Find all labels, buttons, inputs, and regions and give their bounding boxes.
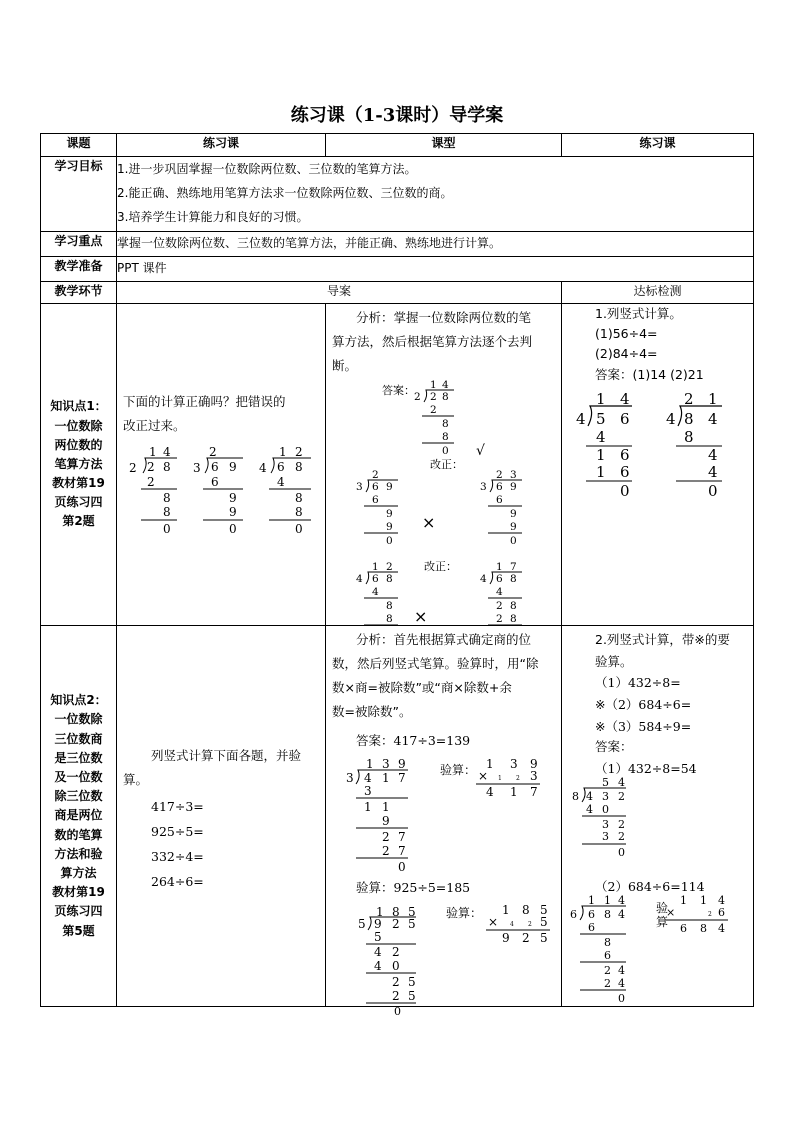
k2-check-char: 验	[656, 901, 669, 915]
svg-text:8: 8	[295, 505, 303, 519]
svg-text:6: 6	[496, 481, 503, 493]
svg-text:1: 1	[502, 903, 510, 917]
svg-text:8: 8	[295, 460, 303, 474]
svg-text:6: 6	[277, 460, 285, 474]
k1-cross-mark: ×	[422, 513, 436, 532]
svg-text:9: 9	[386, 481, 393, 493]
k1-test-item: (2)84÷4=	[595, 346, 658, 361]
k1-test-divisions	[576, 386, 752, 500]
svg-text:2: 2	[496, 613, 503, 625]
svg-text:4: 4	[586, 803, 593, 816]
topic-value: 练习课	[117, 134, 326, 157]
k2-title-line: 页练习四	[54, 904, 103, 919]
svg-text:1: 1	[510, 785, 518, 799]
svg-text:2: 2	[382, 844, 390, 858]
svg-text:4: 4	[259, 461, 267, 475]
k1-analysis-cell	[326, 304, 562, 626]
svg-text:2: 2	[295, 445, 303, 459]
svg-text:3: 3	[364, 784, 372, 798]
svg-text:8: 8	[684, 410, 694, 428]
k2-analysis-cont	[332, 652, 538, 724]
svg-text:0: 0	[602, 803, 609, 816]
svg-text:2: 2	[604, 964, 611, 977]
k2-test-answer-label: 答案：	[595, 739, 633, 754]
k2-question-cont: 算。	[123, 772, 149, 787]
k1-test-items	[595, 324, 658, 364]
svg-text:2: 2	[684, 390, 694, 408]
svg-text:0: 0	[618, 992, 625, 1005]
svg-text:5: 5	[540, 931, 548, 945]
svg-text:1: 1	[486, 757, 494, 771]
svg-text:9: 9	[398, 757, 406, 771]
svg-text:8: 8	[386, 573, 393, 585]
k1-question-cell	[117, 304, 326, 626]
svg-text:8: 8	[442, 391, 449, 403]
svg-text:4: 4	[708, 463, 718, 481]
svg-text:2: 2	[147, 475, 155, 489]
svg-text:2: 2	[392, 917, 400, 931]
k2-test-divisions	[562, 776, 752, 1006]
svg-text:1: 1	[382, 800, 390, 814]
k2-question: 列竖式计算下面各题，并验	[151, 748, 302, 763]
svg-text:4: 4	[163, 445, 171, 459]
svg-text:6: 6	[570, 908, 577, 921]
k2-test-items	[595, 672, 691, 738]
k2-check-label: 验算：	[440, 763, 477, 777]
svg-text:6: 6	[372, 481, 379, 493]
svg-text:1: 1	[708, 390, 718, 408]
svg-text:1: 1	[430, 379, 437, 391]
svg-text:3: 3	[346, 771, 354, 785]
k2-check-char: 算	[656, 915, 669, 929]
prep-value: PPT 课件	[117, 257, 754, 282]
svg-text:4: 4	[510, 921, 514, 928]
svg-text:9: 9	[374, 917, 382, 931]
svg-text:×: ×	[488, 915, 499, 929]
svg-text:6: 6	[680, 922, 687, 935]
svg-text:4: 4	[708, 410, 718, 428]
svg-text:2: 2	[618, 830, 625, 843]
svg-text:1: 1	[366, 757, 374, 771]
k2-title-line: 一位数除	[54, 712, 103, 727]
svg-text:4: 4	[596, 428, 606, 446]
svg-text:×: ×	[478, 769, 489, 783]
svg-text:4: 4	[708, 446, 718, 464]
svg-text:1: 1	[596, 390, 606, 408]
svg-text:1: 1	[376, 905, 384, 919]
k2-analysis-line: 数=被除数”。	[332, 704, 412, 719]
svg-text:2: 2	[382, 830, 390, 844]
k2-check-label-2: 验算：	[446, 906, 483, 920]
svg-text:9: 9	[386, 521, 393, 533]
k1-question	[123, 390, 286, 438]
svg-text:2: 2	[386, 561, 393, 573]
k2-title-line: 是三位数	[54, 750, 103, 765]
svg-text:4: 4	[576, 410, 586, 428]
k1-analysis-cont	[332, 330, 532, 378]
k1-title-line: 笔算方法	[54, 456, 103, 471]
k2-analysis: 分析：首先根据算式确定商的位	[356, 632, 532, 647]
svg-text:8: 8	[392, 905, 400, 919]
svg-text:0: 0	[386, 535, 393, 547]
svg-text:8: 8	[295, 491, 303, 505]
svg-text:2: 2	[496, 469, 503, 481]
k1-test-answer: 答案：(1)14 (2)21	[595, 367, 704, 382]
k2-title-line: 知识点2：	[50, 693, 107, 708]
svg-text:8: 8	[163, 505, 171, 519]
goal-item: 3.培养学生计算能力和良好的习惯。	[117, 210, 309, 224]
svg-text:6: 6	[620, 463, 630, 481]
svg-text:8: 8	[510, 613, 517, 625]
k1-question-line: 下面的计算正确吗？把错误的	[123, 394, 286, 409]
svg-text:6: 6	[604, 949, 611, 962]
svg-text:1: 1	[372, 561, 379, 573]
svg-text:1: 1	[604, 894, 611, 907]
k2-item: 332÷4=	[151, 849, 204, 864]
svg-text:8: 8	[604, 936, 611, 949]
k2-test-answer-2: （2）684÷6=114	[595, 879, 705, 894]
k2-title-line: 教材第19	[52, 885, 105, 900]
svg-text:5: 5	[374, 930, 382, 944]
goal-item: 2.能正确、熟练地用笔算方法求一位数除两位数、三位数的商。	[117, 186, 453, 200]
k2-analysis-cell	[326, 626, 562, 1018]
svg-text:7: 7	[530, 785, 538, 799]
svg-text:5: 5	[358, 917, 366, 931]
focus-value: 掌握一位数除两位数、三位数的笔算方法，并能正确、熟练地进行计算。	[117, 232, 754, 257]
svg-text:2: 2	[392, 975, 400, 989]
svg-text:4: 4	[618, 977, 625, 990]
svg-text:8: 8	[510, 600, 517, 612]
type-label: 课型	[326, 134, 562, 157]
svg-text:6: 6	[496, 573, 503, 585]
svg-text:1: 1	[149, 445, 157, 459]
svg-text:5: 5	[602, 776, 609, 789]
svg-text:2: 2	[522, 931, 530, 945]
svg-text:9: 9	[229, 460, 237, 474]
svg-text:6: 6	[718, 906, 725, 919]
k1-analysis-line: 分析：掌握一位数除两位数的笔	[356, 310, 532, 325]
svg-text:4: 4	[356, 573, 363, 585]
svg-text:6: 6	[372, 494, 379, 506]
svg-text:6: 6	[588, 921, 595, 934]
svg-text:4: 4	[486, 785, 494, 799]
k1-test-title: 1.列竖式计算。	[595, 306, 682, 321]
k2-test-item: （1）432÷8=	[595, 675, 681, 690]
svg-text:2: 2	[129, 461, 137, 475]
svg-text:0: 0	[163, 522, 171, 536]
svg-text:4: 4	[277, 475, 285, 489]
svg-text:8: 8	[386, 613, 393, 625]
k2-title	[41, 626, 117, 1007]
svg-text:9: 9	[386, 508, 393, 520]
svg-text:4: 4	[374, 959, 382, 973]
svg-text:3: 3	[510, 757, 518, 771]
k2-analysis-divisions	[326, 756, 562, 1018]
svg-text:4: 4	[496, 586, 503, 598]
col-guide: 导案	[117, 282, 562, 304]
k2-title-line: 方法和验	[54, 846, 103, 861]
svg-text:1: 1	[700, 894, 707, 907]
svg-text:5: 5	[408, 917, 416, 931]
svg-text:2: 2	[147, 460, 155, 474]
k2-answer-2: 验算：925÷5=185	[356, 880, 471, 895]
svg-text:0: 0	[510, 535, 517, 547]
svg-text:5: 5	[596, 410, 606, 428]
svg-text:8: 8	[604, 908, 611, 921]
k1-analysis-divisions	[326, 378, 562, 626]
svg-text:9: 9	[530, 757, 538, 771]
k2-test-cell	[562, 626, 754, 1007]
svg-text:1: 1	[588, 894, 595, 907]
k2-test-item: ※（3）584÷9=	[595, 719, 692, 734]
svg-text:3: 3	[530, 769, 538, 783]
svg-text:1: 1	[364, 800, 372, 814]
k2-analysis-line: 数，然后列竖式笔算。验算时，用“除	[332, 656, 539, 671]
k1-title-line: 两位数的	[54, 437, 103, 452]
svg-text:3: 3	[602, 818, 609, 831]
k1-question-divisions	[125, 444, 325, 536]
svg-text:×: ×	[666, 906, 676, 919]
svg-text:6: 6	[588, 908, 595, 921]
k1-answer-label: 答案：	[382, 384, 415, 397]
svg-text:7: 7	[398, 771, 406, 785]
svg-text:2: 2	[618, 790, 625, 803]
lesson-table	[40, 133, 754, 1018]
svg-text:3: 3	[510, 469, 517, 481]
col-stage: 教学环节	[41, 282, 117, 304]
k1-test-cell	[562, 304, 754, 626]
svg-text:3: 3	[480, 481, 487, 493]
svg-text:1: 1	[498, 775, 502, 782]
k2-item: 417÷3=	[151, 799, 204, 814]
page-title: 练习课（1-3课时）导学案	[290, 105, 504, 126]
k2-title-line: 三位数商	[54, 731, 103, 746]
k2-remainder-zero: 0	[394, 1005, 401, 1018]
svg-text:3: 3	[602, 790, 609, 803]
svg-text:2: 2	[604, 977, 611, 990]
svg-text:2: 2	[528, 921, 532, 928]
svg-text:2: 2	[516, 775, 520, 782]
svg-text:8: 8	[163, 491, 171, 505]
k1-cross-mark-2: ×	[414, 607, 428, 626]
prep-label: 教学准备	[41, 257, 117, 282]
svg-text:1: 1	[279, 445, 287, 459]
svg-text:7: 7	[510, 561, 517, 573]
svg-text:5: 5	[408, 989, 416, 1003]
svg-text:9: 9	[510, 508, 517, 520]
svg-text:2: 2	[430, 391, 437, 403]
svg-text:8: 8	[442, 431, 449, 443]
k2-title-line: 数的笔算	[54, 827, 103, 842]
svg-text:8: 8	[510, 573, 517, 585]
svg-text:4: 4	[666, 410, 676, 428]
k2-analysis-line: 数×商=被除数”或“商×除数+余	[332, 680, 512, 695]
k2-test-answer-1: （1）432÷8=54	[595, 761, 697, 776]
svg-text:6: 6	[372, 573, 379, 585]
col-test: 达标检测	[562, 282, 754, 304]
k2-answer-1: 答案：417÷3=139	[356, 733, 471, 748]
svg-text:2: 2	[618, 818, 625, 831]
k1-test-item: (1)56÷4=	[595, 326, 658, 341]
svg-text:4: 4	[442, 379, 449, 391]
k2-title-line: 算方法	[60, 865, 97, 880]
k1-check-mark: √	[476, 443, 485, 459]
goal-item: 1.进一步巩固掌握一位数除两位数、三位数的笔算方法。	[117, 162, 417, 176]
svg-text:9: 9	[229, 491, 237, 505]
svg-text:6: 6	[620, 446, 630, 464]
svg-text:3: 3	[602, 830, 609, 843]
k2-item: 264÷6=	[151, 874, 204, 889]
k1-correct-label-2: 改正：	[424, 560, 457, 573]
k1-title-line: 教材第19	[52, 476, 105, 491]
svg-text:7: 7	[398, 830, 406, 844]
svg-text:9: 9	[382, 814, 390, 828]
svg-text:0: 0	[708, 482, 718, 500]
svg-text:7: 7	[398, 844, 406, 858]
svg-text:9: 9	[510, 521, 517, 533]
k1-analysis-line: 算方法，然后根据笔算方法逐个去判	[332, 334, 533, 349]
k1-title-line: 第2题	[62, 514, 95, 529]
svg-text:0: 0	[392, 959, 400, 973]
svg-text:4: 4	[372, 586, 379, 598]
svg-text:1: 1	[382, 771, 390, 785]
k2-test-item: ※（2）684÷6=	[595, 697, 692, 712]
svg-text:0: 0	[295, 522, 303, 536]
k2-title-line: 商是两位	[54, 808, 103, 823]
svg-text:4: 4	[618, 776, 625, 789]
svg-text:2: 2	[392, 945, 400, 959]
k1-title	[41, 304, 117, 626]
k2-items	[151, 794, 204, 894]
svg-text:5: 5	[540, 915, 548, 929]
k2-item: 925÷5=	[151, 824, 204, 839]
svg-text:2: 2	[708, 911, 712, 918]
svg-text:1: 1	[496, 561, 503, 573]
svg-text:1: 1	[596, 446, 606, 464]
svg-text:2: 2	[372, 469, 379, 481]
svg-text:2: 2	[209, 445, 217, 459]
goals-list	[117, 157, 754, 232]
svg-text:4: 4	[718, 922, 725, 935]
svg-text:8: 8	[442, 418, 449, 430]
svg-text:9: 9	[502, 931, 510, 945]
svg-text:4: 4	[586, 790, 593, 803]
svg-text:9: 9	[229, 505, 237, 519]
svg-text:8: 8	[386, 600, 393, 612]
svg-text:3: 3	[356, 481, 363, 493]
svg-text:8: 8	[572, 790, 579, 803]
svg-text:8: 8	[684, 428, 694, 446]
k2-question-cell	[117, 626, 326, 1007]
svg-text:4: 4	[364, 771, 372, 785]
type-value: 练习课	[562, 134, 754, 157]
svg-text:4: 4	[718, 894, 725, 907]
svg-text:1: 1	[680, 894, 687, 907]
svg-text:8: 8	[700, 922, 707, 935]
k1-analysis	[356, 306, 531, 330]
svg-text:6: 6	[496, 494, 503, 506]
svg-text:6: 6	[211, 460, 219, 474]
k1-analysis-line: 断。	[332, 358, 358, 373]
goals-label: 学习目标	[41, 157, 117, 232]
k1-correct-label: 改正：	[430, 458, 463, 471]
topic-label: 课题	[41, 134, 117, 157]
focus-label: 学习重点	[41, 232, 117, 257]
k2-title-line: 除三位数	[54, 789, 103, 804]
svg-text:2: 2	[496, 600, 503, 612]
svg-text:0: 0	[442, 445, 449, 457]
svg-text:5: 5	[408, 905, 416, 919]
svg-text:0: 0	[620, 482, 630, 500]
svg-text:0: 0	[398, 860, 406, 874]
svg-text:4: 4	[620, 390, 630, 408]
k2-title-line: 第5题	[62, 923, 95, 938]
svg-text:4: 4	[480, 573, 487, 585]
svg-text:2: 2	[392, 989, 400, 1003]
svg-text:3: 3	[193, 461, 201, 475]
svg-text:5: 5	[540, 903, 548, 917]
svg-text:8: 8	[163, 460, 171, 474]
svg-text:2: 2	[430, 404, 437, 416]
k2-test-title-cont: 验算。	[595, 654, 633, 669]
svg-text:4: 4	[618, 908, 625, 921]
k1-title-line: 一位数除	[54, 418, 103, 433]
svg-text:8: 8	[522, 903, 530, 917]
k1-title-line: 知识点1：	[50, 399, 107, 414]
svg-text:3: 3	[382, 757, 390, 771]
svg-text:0: 0	[618, 846, 625, 859]
k1-question-line: 改正过来。	[123, 418, 186, 433]
svg-text:4: 4	[618, 964, 625, 977]
svg-text:6: 6	[620, 410, 630, 428]
svg-text:5: 5	[408, 975, 416, 989]
svg-text:4: 4	[374, 945, 382, 959]
svg-text:6: 6	[211, 475, 219, 489]
svg-text:4: 4	[618, 894, 625, 907]
svg-text:1: 1	[596, 463, 606, 481]
svg-text:9: 9	[510, 481, 517, 493]
k1-title-line: 页练习四	[54, 495, 103, 510]
svg-text:0: 0	[229, 522, 237, 536]
svg-text:2: 2	[414, 391, 421, 403]
k2-title-line: 及一位数	[54, 770, 103, 785]
k2-test-title: 2.列竖式计算，带※的要	[595, 632, 730, 647]
